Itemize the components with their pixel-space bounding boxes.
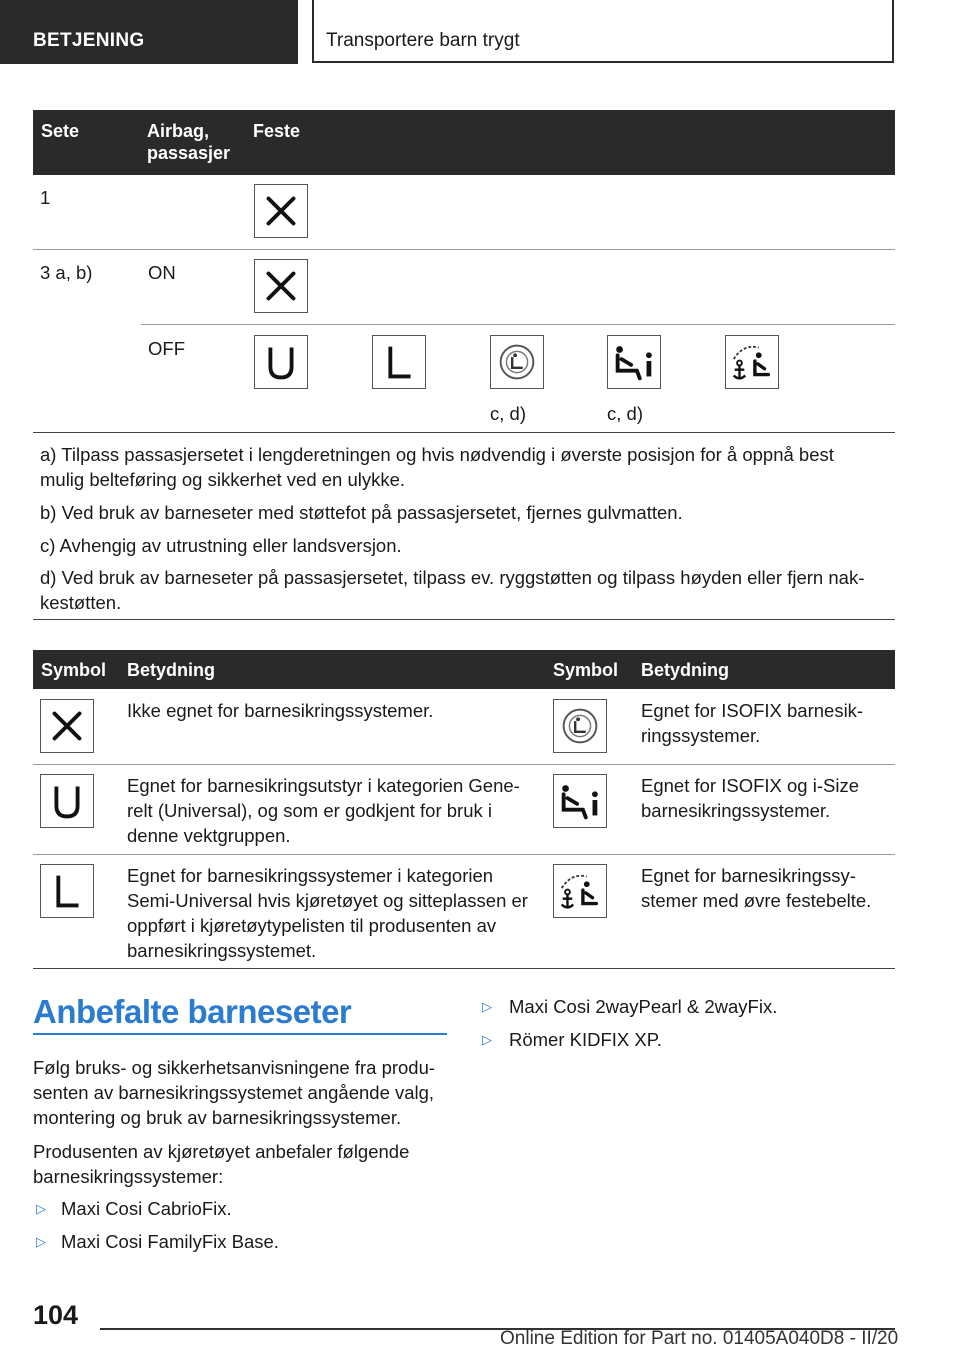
list-item: Maxi Cosi CabrioFix.: [61, 1198, 232, 1219]
table2-col-symbol-2: Symbol: [553, 660, 619, 680]
list-item: Maxi Cosi FamilyFix Base.: [61, 1231, 279, 1252]
bullet-triangle-icon: ▷: [36, 1201, 46, 1216]
footer-edition: Online Edition for Part no. 01405A040D8 - II/20: [500, 1328, 899, 1349]
table1-divider: [141, 324, 895, 325]
table1-col-feste: Feste: [253, 121, 301, 141]
semi-universal-l-icon: [40, 864, 94, 918]
table2-col-betydning: Betydning: [127, 660, 215, 680]
table1-note-c: c) Avhengig av utrustning eller landsversjon.: [40, 535, 402, 556]
cross-icon: [254, 259, 308, 313]
table1-note-b: b) Ved bruk av barneseter med støttefot på passasjersetet, fjernes gulvmatten.: [40, 502, 683, 523]
table1-row1-sete: 1: [40, 187, 51, 208]
section-paragraph-2: Produsenten av kjøretøyet anbefaler følgende barnesikringssystemer:: [33, 1141, 410, 1187]
isofix-seat-icon: [490, 335, 544, 389]
table2-col-symbol: Symbol: [41, 660, 107, 680]
header-title-box: [312, 0, 894, 63]
header-section-label: BETJENING: [33, 30, 145, 51]
table1-note-a: a) Tilpass passasjersetet i lengderetningen og hvis nødvendig i øverste posisjon for å oppnå best mulig belteføring og sikkerhet ved en ulykke.: [40, 444, 834, 490]
table1-header: [33, 110, 895, 175]
cross-icon: [40, 699, 94, 753]
table2-row2-right-text: Egnet for ISOFIX og i-Size barnesikringssystemer.: [641, 775, 859, 821]
table1-row3-airbag: OFF: [148, 338, 185, 359]
list-item: Maxi Cosi 2wayPearl & 2wayFix.: [509, 996, 778, 1017]
section-title: Anbefalte barneseter: [33, 993, 352, 1030]
semi-universal-l-icon: [372, 335, 426, 389]
table2-bottom-rule: [33, 968, 895, 969]
bullet-triangle-icon: ▷: [482, 1032, 492, 1047]
top-tether-icon: [725, 335, 779, 389]
table2-divider: [33, 764, 895, 765]
cross-icon: [254, 184, 308, 238]
table1-col-sete: Sete: [41, 121, 80, 141]
table2-row1-right-text: Egnet for ISOFIX barnesik-ringssystemer.: [641, 700, 864, 746]
table2-row3-left-text: Egnet for barnesikringssystemer i kategorien Semi-Universal hvis kjøretøyet og sitteplassen er oppført i kjøretøytypelisten til produsenten av barnesikringssystemet.: [127, 865, 528, 961]
header-section-tab: [0, 0, 298, 64]
table1-caption: c, d): [607, 403, 643, 424]
universal-u-icon: [254, 335, 308, 389]
isofix-isize-icon: [553, 774, 607, 828]
table1-caption: c, d): [490, 403, 526, 424]
header-title: Transportere barn trygt: [326, 30, 520, 51]
universal-u-icon: [40, 774, 94, 828]
table2-col-betydning-2: Betydning: [641, 660, 729, 680]
table1-bottom-rule: [33, 619, 895, 620]
isofix-seat-icon: [553, 699, 607, 753]
table2-row2-left-text: Egnet for barnesikringsutstyr i kategorien Gene-relt (Universal), og som er godkjent for bruk i denne vektgruppen.: [127, 775, 520, 846]
table2-divider: [33, 854, 895, 855]
isofix-isize-icon: [607, 335, 661, 389]
table1-note-d: d) Ved bruk av barneseter på passasjersetet, tilpass ev. ryggstøtten og tilpass høyden eller fjern nak-kestøtten.: [40, 567, 865, 613]
page-number: 104: [33, 1300, 79, 1330]
table2-header: [33, 650, 895, 689]
bullet-triangle-icon: ▷: [482, 999, 492, 1014]
list-item: Römer KIDFIX XP.: [509, 1029, 662, 1050]
section-paragraph-1: Følg bruks- og sikkerhetsanvisningene fra produ-senten av barnesikringssystemet angående valg, montering og bruk av barnesikringssystemer.: [33, 1057, 436, 1128]
bullet-triangle-icon: ▷: [36, 1234, 46, 1249]
table1-divider: [33, 432, 895, 433]
table1-row2-sete: 3 a, b): [40, 262, 93, 283]
table2-row1-left-text: Ikke egnet for barnesikringssystemer.: [127, 700, 434, 721]
section-title-underline: [33, 1033, 447, 1035]
table1-divider: [33, 249, 895, 250]
top-tether-icon: [553, 864, 607, 918]
table1-col-airbag: Airbag, passasjer: [147, 121, 231, 163]
table1-row2-airbag: ON: [148, 262, 176, 283]
table2-row3-right-text: Egnet for barnesikringssy-stemer med øvre festebelte.: [641, 865, 872, 911]
